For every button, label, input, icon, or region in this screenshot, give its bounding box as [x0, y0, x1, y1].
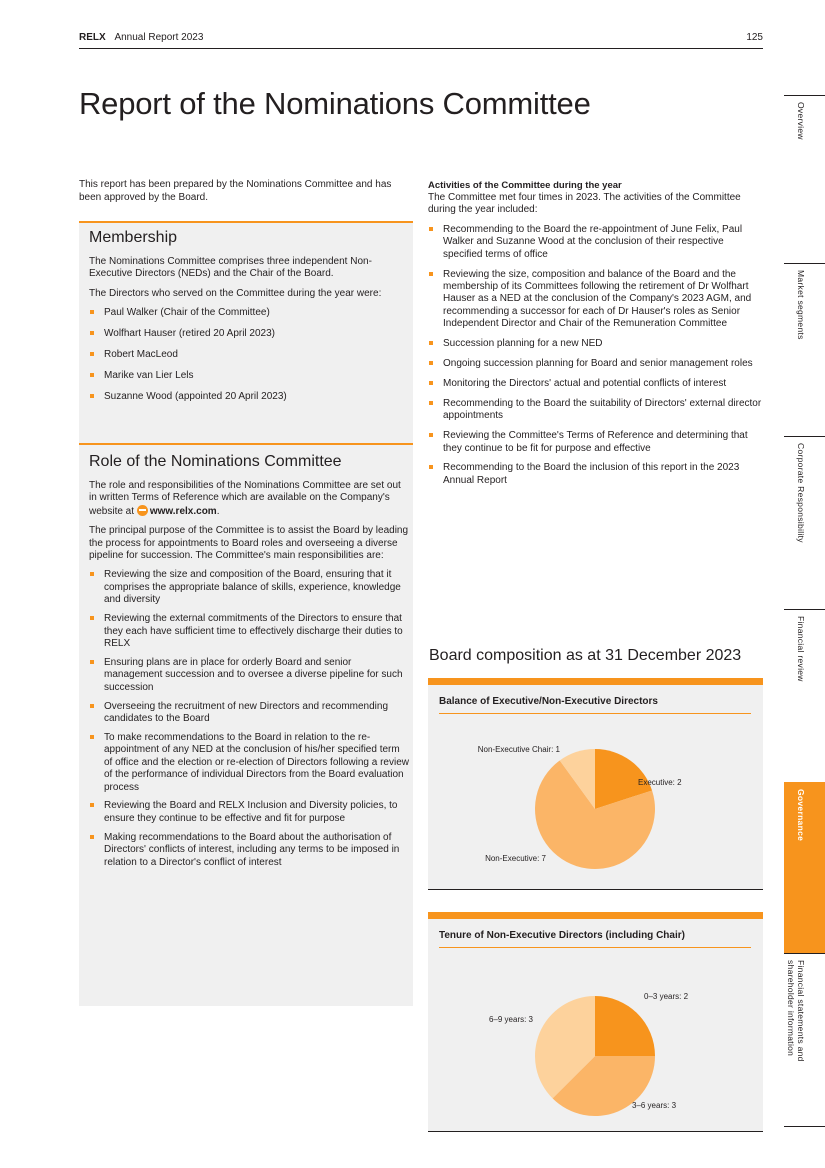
brand-name: RELX: [79, 32, 106, 43]
role-text: The role and responsibilities of the Nominations Committee are set out in written Terms of Reference which are available on the Company's website at www.relx.com.: [89, 480, 401, 517]
side-tab-label: Overview: [796, 102, 806, 140]
balance-pie-chart: [428, 685, 763, 889]
header-rule: [79, 48, 763, 49]
side-tab-market-segments[interactable]: [784, 263, 825, 436]
role-text: The principal purpose of the Committee is to assist the Board by leading the process for appointments to Board roles and overseeing a diverse pipeline for succession. The Committee's main responsibilities are:: [89, 525, 409, 562]
side-tab-financial-statements[interactable]: [784, 953, 825, 1127]
page-title: Report of the Nominations Committee: [79, 86, 591, 121]
side-tab-label: Financial review: [796, 616, 806, 682]
side-tab-corporate-responsibility[interactable]: [784, 436, 825, 609]
list-item: Wolfhart Hauser (retired 20 April 2023): [89, 328, 409, 340]
side-tab-label: Market segments: [796, 270, 806, 340]
list-item: Monitoring the Directors' actual and potential conflicts of interest: [428, 378, 763, 390]
role-section: [89, 452, 409, 875]
side-tab-label: Corporate Responsibility: [796, 443, 806, 543]
pie-slice-0-3-years: [595, 996, 655, 1056]
globe-icon: [137, 505, 148, 516]
list-item: Making recommendations to the Board about the authorisation of Directors' conflicts of interest, including any terms to be imposed in relation to a Director's conflict of interest: [89, 832, 409, 869]
side-tab-overview[interactable]: [784, 95, 825, 263]
report-name: Annual Report 2023: [114, 32, 204, 43]
pie-slice-label: Non-Executive: 7: [485, 854, 546, 863]
list-item: Reviewing the Board and RELX Inclusion and Diversity policies, to ensure they continue to be effective and fit for purpose: [89, 800, 409, 825]
list-item: Suzanne Wood (appointed 20 April 2023): [89, 391, 409, 403]
running-header: [79, 32, 763, 48]
list-item: Ensuring plans are in place for orderly Board and senior management succession and to oversee a diverse pipeline for such succession: [89, 657, 409, 694]
role-text-part: The role and responsibilities of the Nominations Committee are set out in written Terms of Reference which are available on the Company's website at: [89, 480, 401, 517]
pie-slice-label: 6–9 years: 3: [488, 1015, 533, 1024]
chart-tenure-box: [428, 912, 763, 1132]
member-list: [89, 307, 409, 403]
list-item: Recommending to the Board the inclusion of this report in the 2023 Annual Report: [428, 462, 763, 487]
list-item: Reviewing the Committee's Terms of Reference and determining that they continue to be fit for purpose and effective: [428, 430, 763, 455]
membership-text: The Nominations Committee comprises three independent Non-Executive Directors (NEDs) and the Chair of the Board.: [89, 256, 372, 280]
list-item: Recommending to the Board the suitability of Directors' external director appointments: [428, 398, 763, 423]
board-composition-title: Board composition as at 31 December 2023: [429, 647, 742, 664]
list-item: Reviewing the size, composition and balance of the Board and the membership of its Committees following the retirement of Dr Wolfhart Hauser as a NED at the conclusion of the Company's 2023 AGM, and recommending a successor for each of Dr Hauser's roles as Senior Independent Director and Chair of the Remuneration Committee: [428, 269, 763, 331]
tenure-pie-chart: [428, 919, 763, 1131]
activities-list: [428, 224, 763, 487]
section-rule: [79, 443, 413, 445]
list-item: Recommending to the Board the re-appointment of June Felix, Paul Walker and Suzanne Wood at the conclusion of their respective specified terms of office: [428, 224, 763, 261]
list-item: Overseeing the recruitment of new Directors and recommending candidates to the Board: [89, 701, 409, 726]
list-item: Succession planning for a new NED: [428, 338, 763, 350]
activities-intro: The Committee met four times in 2023. The activities of the Committee during the year included:: [428, 192, 741, 216]
page-number: 125: [746, 32, 763, 43]
chart-balance-box: [428, 678, 763, 890]
website-link[interactable]: www.relx.com: [149, 505, 217, 517]
chart-title: Tenure of Non-Executive Directors (including Chair): [439, 930, 685, 941]
pie-slice-label: Non-Executive Chair: 1: [477, 745, 560, 754]
membership-text: The Directors who served on the Committee during the year were:: [89, 287, 382, 299]
intro-text: This report has been prepared by the Nominations Committee and has been approved by the Board.: [79, 179, 392, 203]
responsibility-list: [89, 569, 409, 869]
pie-slice-label: Executive: 2: [638, 778, 682, 787]
activities-section: [428, 180, 763, 495]
list-item: Reviewing the external commitments of the Directors to ensure that they each have sufficient time to effectively discharge their duties to RELX: [89, 613, 409, 650]
side-tab-financial-review[interactable]: [784, 609, 825, 782]
membership-heading: Membership: [89, 229, 178, 246]
left-panel: [79, 221, 413, 1006]
list-item: Marike van Lier Lels: [89, 370, 409, 382]
section-rule: [79, 221, 413, 223]
side-tab-governance[interactable]: [784, 782, 825, 953]
list-item: Reviewing the size and composition of the Board, ensuring that it comprises the appropriate balance of skills, experience, knowledge and diversity: [89, 569, 409, 606]
list-item: Ongoing succession planning for Board and senior management roles: [428, 358, 763, 370]
list-item: To make recommendations to the Board in relation to the re-appointment of any NED at the conclusion of his/her specified term of office and the election or re-election of Directors following a review of the performance of individual Directors from the Board evaluation process: [89, 732, 409, 794]
side-tab-label: Financial statements and shareholder information: [786, 960, 806, 1062]
pie-slice-label: 3–6 years: 3: [631, 1101, 677, 1110]
list-item: Robert MacLeod: [89, 349, 409, 361]
chart-title: Balance of Executive/Non-Executive Directors: [439, 696, 658, 707]
pie-slice-label: 0–3 years: 2: [644, 992, 689, 1001]
list-item: Paul Walker (Chair of the Committee): [89, 307, 409, 319]
membership-section: [89, 228, 409, 412]
activities-heading: Activities of the Committee during the year: [428, 180, 622, 191]
side-tab-label: Governance: [796, 789, 806, 842]
role-heading: Role of the Nominations Committee: [89, 453, 342, 470]
